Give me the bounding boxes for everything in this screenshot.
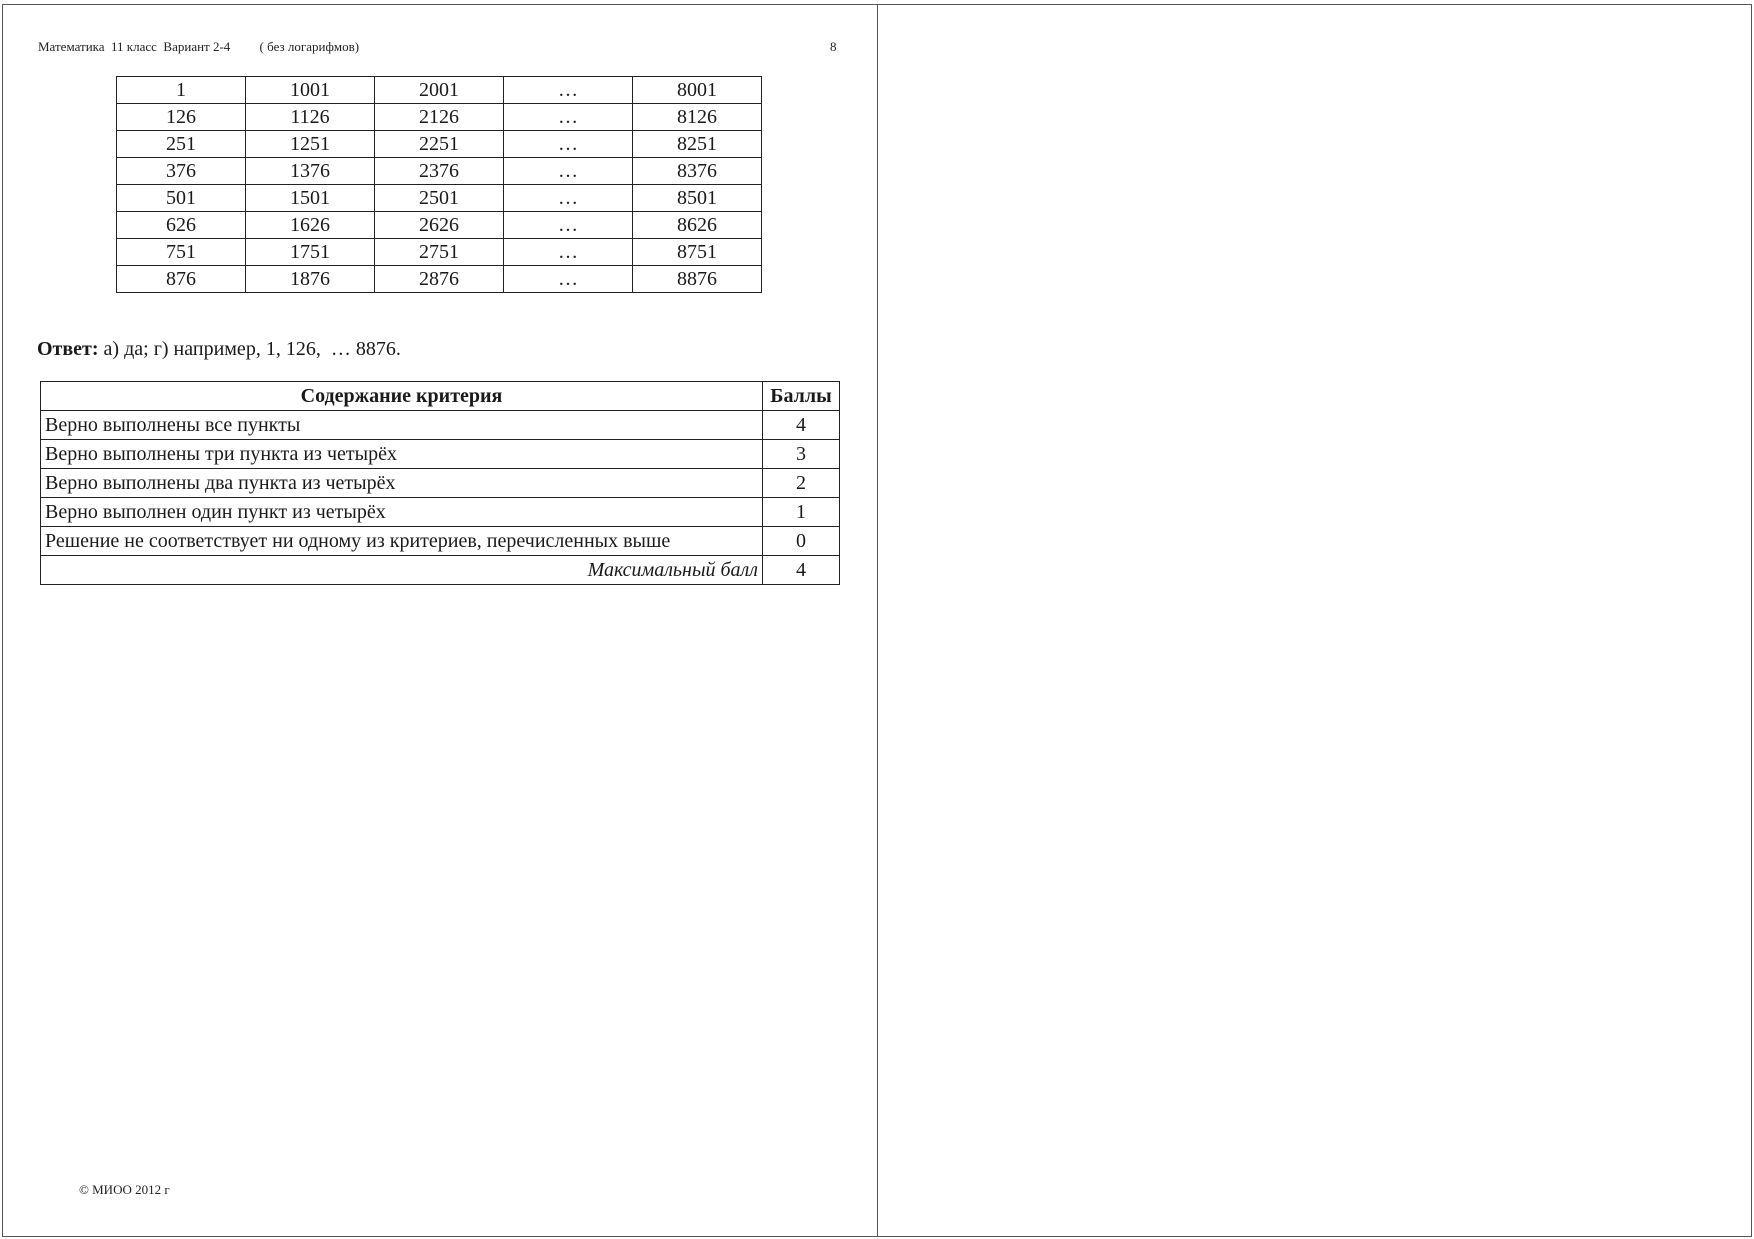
number-table-cell: 2376 (375, 158, 504, 185)
criteria-row (41, 411, 840, 440)
criteria-row (41, 527, 840, 556)
criteria-desc: Верно выполнены два пункта из четырёх (41, 469, 763, 498)
left-page (3, 5, 878, 1236)
answer-label: Ответ: (37, 338, 99, 360)
number-table-row (117, 131, 762, 158)
number-table-cell: … (504, 185, 633, 212)
number-table-row (117, 104, 762, 131)
number-table (116, 76, 762, 293)
number-table-cell: 8001 (633, 77, 762, 104)
page-footer: © МИОО 2012 г (79, 1182, 170, 1197)
answer-line (37, 338, 401, 361)
criteria-max-row (41, 556, 840, 585)
number-table-cell: 876 (117, 266, 246, 293)
number-table-cell: 1126 (246, 104, 375, 131)
number-table-cell: 2626 (375, 212, 504, 239)
number-table-cell: 1751 (246, 239, 375, 266)
number-table-row (117, 239, 762, 266)
number-table-cell: … (504, 239, 633, 266)
criteria-header-desc: Содержание критерия (41, 382, 763, 411)
number-table-cell: … (504, 266, 633, 293)
number-table-cell: 2251 (375, 131, 504, 158)
number-table-cell: 626 (117, 212, 246, 239)
number-table-cell: 2001 (375, 77, 504, 104)
criteria-row (41, 498, 840, 527)
number-table-cell: 8751 (633, 239, 762, 266)
number-table-cell: 2876 (375, 266, 504, 293)
criteria-max-points: 4 (763, 556, 840, 585)
number-table-row (117, 212, 762, 239)
document-spread (2, 4, 1752, 1237)
number-table-cell: 251 (117, 131, 246, 158)
number-table-cell: 2501 (375, 185, 504, 212)
number-table-cell: 1501 (246, 185, 375, 212)
number-table-cell: 8376 (633, 158, 762, 185)
criteria-table (40, 381, 840, 585)
number-table-cell: 2751 (375, 239, 504, 266)
number-table-cell: 1 (117, 77, 246, 104)
number-table-row (117, 185, 762, 212)
number-table-cell: 8126 (633, 104, 762, 131)
number-table-cell: 1376 (246, 158, 375, 185)
number-table-cell: 8501 (633, 185, 762, 212)
number-table-cell: 501 (117, 185, 246, 212)
number-table-cell: 1626 (246, 212, 375, 239)
criteria-points: 1 (763, 498, 840, 527)
number-table-cell: 1876 (246, 266, 375, 293)
number-table-row (117, 266, 762, 293)
number-table-cell: 1251 (246, 131, 375, 158)
criteria-points: 0 (763, 527, 840, 556)
page-header: Математика 11 класс Вариант 2-4 ( без логарифмов) (38, 39, 360, 54)
criteria-desc: Верно выполнены три пункта из четырёх (41, 440, 763, 469)
number-table-cell: … (504, 158, 633, 185)
criteria-row (41, 440, 840, 469)
criteria-desc: Решение не соответствует ни одному из критериев, перечисленных выше (41, 527, 763, 556)
number-table-cell: … (504, 131, 633, 158)
criteria-desc: Верно выполнены все пункты (41, 411, 763, 440)
number-table-row (117, 158, 762, 185)
number-table-cell: 2126 (375, 104, 504, 131)
number-table-cell: 126 (117, 104, 246, 131)
criteria-header-points: Баллы (763, 382, 840, 411)
page-number: 8 (830, 39, 837, 54)
number-table-cell: 8876 (633, 266, 762, 293)
number-table-cell: … (504, 77, 633, 104)
right-page-blank (878, 5, 1751, 1236)
criteria-points: 4 (763, 411, 840, 440)
criteria-points: 3 (763, 440, 840, 469)
criteria-points: 2 (763, 469, 840, 498)
number-table-cell: 376 (117, 158, 246, 185)
criteria-row (41, 469, 840, 498)
criteria-max-label: Максимальный балл (41, 556, 763, 585)
answer-text: а) да; г) например, 1, 126, … 8876. (98, 338, 401, 360)
number-table-row (117, 77, 762, 104)
number-table-cell: … (504, 104, 633, 131)
number-table-cell: … (504, 212, 633, 239)
number-table-cell: 1001 (246, 77, 375, 104)
number-table-cell: 8626 (633, 212, 762, 239)
criteria-header-row (41, 382, 840, 411)
number-table-cell: 751 (117, 239, 246, 266)
number-table-cell: 8251 (633, 131, 762, 158)
criteria-desc: Верно выполнен один пункт из четырёх (41, 498, 763, 527)
